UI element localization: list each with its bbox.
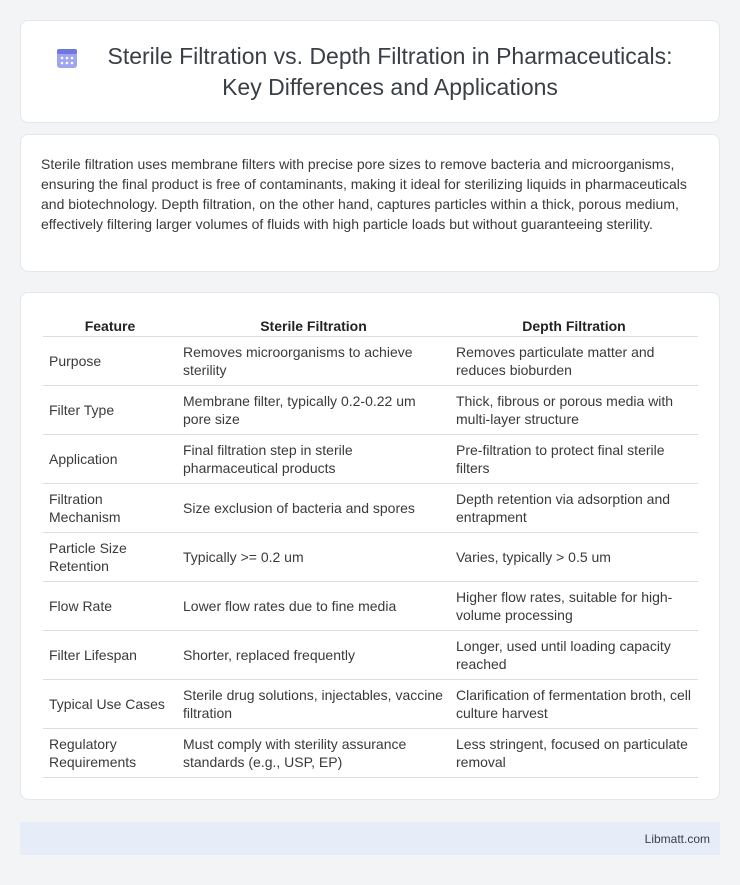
sterile-cell: Final filtration step in sterile pharmaceutical products (177, 435, 450, 484)
feature-cell: Regulatory Requirements (43, 729, 177, 778)
title-card (20, 20, 720, 123)
feature-cell: Typical Use Cases (43, 680, 177, 729)
comparison-table (43, 313, 698, 778)
header-feature: Feature (43, 313, 177, 337)
table-row (43, 680, 698, 729)
table-row (43, 484, 698, 533)
table-row (43, 729, 698, 778)
intro-card (20, 134, 720, 272)
sterile-cell: Typically >= 0.2 um (177, 533, 450, 582)
depth-cell: Varies, typically > 0.5 um (450, 533, 698, 582)
depth-cell: Removes particulate matter and reduces bioburden (450, 337, 698, 386)
sterile-cell: Must comply with sterility assurance standards (e.g., USP, EP) (177, 729, 450, 778)
depth-cell: Depth retention via adsorption and entrapment (450, 484, 698, 533)
depth-cell: Clarification of fermentation broth, cell culture harvest (450, 680, 698, 729)
sterile-cell: Lower flow rates due to fine media (177, 582, 450, 631)
page-title: Sterile Filtration vs. Depth Filtration in Pharmaceuticals: Key Differences and Applications (107, 42, 673, 100)
depth-cell: Higher flow rates, suitable for high-volume processing (450, 582, 698, 631)
feature-cell: Flow Rate (43, 582, 177, 631)
sterile-cell: Shorter, replaced frequently (177, 631, 450, 680)
table-row (43, 435, 698, 484)
header-sterile: Sterile Filtration (177, 313, 450, 337)
table-row (43, 386, 698, 435)
feature-cell: Filter Type (43, 386, 177, 435)
depth-cell: Less stringent, focused on particulate removal (450, 729, 698, 778)
feature-cell: Filtration Mechanism (43, 484, 177, 533)
comparison-card (20, 292, 720, 800)
table-row (43, 582, 698, 631)
feature-cell: Purpose (43, 337, 177, 386)
depth-cell: Pre-filtration to protect final sterile filters (450, 435, 698, 484)
feature-cell: Filter Lifespan (43, 631, 177, 680)
depth-cell: Thick, fibrous or porous media with multi-layer structure (450, 386, 698, 435)
feature-cell: Particle Size Retention (43, 533, 177, 582)
footer-site-link[interactable]: Libmatt.com (644, 831, 710, 846)
intro-paragraph: Sterile filtration uses membrane filters with precise pore sizes to remove bacteria and microorganisms, ensuring the final product is free of contaminants, making it ideal for sterilizing liquids in pharmaceuticals and biotechnology. Depth filtration, on the other hand, captures particles within a thick, porous medium, effectively filtering larger volumes of fluids with high particle loads but without guaranteeing sterility. (41, 156, 687, 232)
sterile-cell: Size exclusion of bacteria and spores (177, 484, 450, 533)
sterile-cell: Membrane filter, typically 0.2-0.22 um pore size (177, 386, 450, 435)
table-header-row (43, 313, 698, 337)
sterile-cell: Removes microorganisms to achieve sterility (177, 337, 450, 386)
feature-cell: Application (43, 435, 177, 484)
footer (20, 822, 720, 855)
depth-cell: Longer, used until loading capacity reached (450, 631, 698, 680)
table-row (43, 533, 698, 582)
table-row (43, 631, 698, 680)
sterile-cell: Sterile drug solutions, injectables, vaccine filtration (177, 680, 450, 729)
header-depth: Depth Filtration (450, 313, 698, 337)
table-row (43, 337, 698, 386)
